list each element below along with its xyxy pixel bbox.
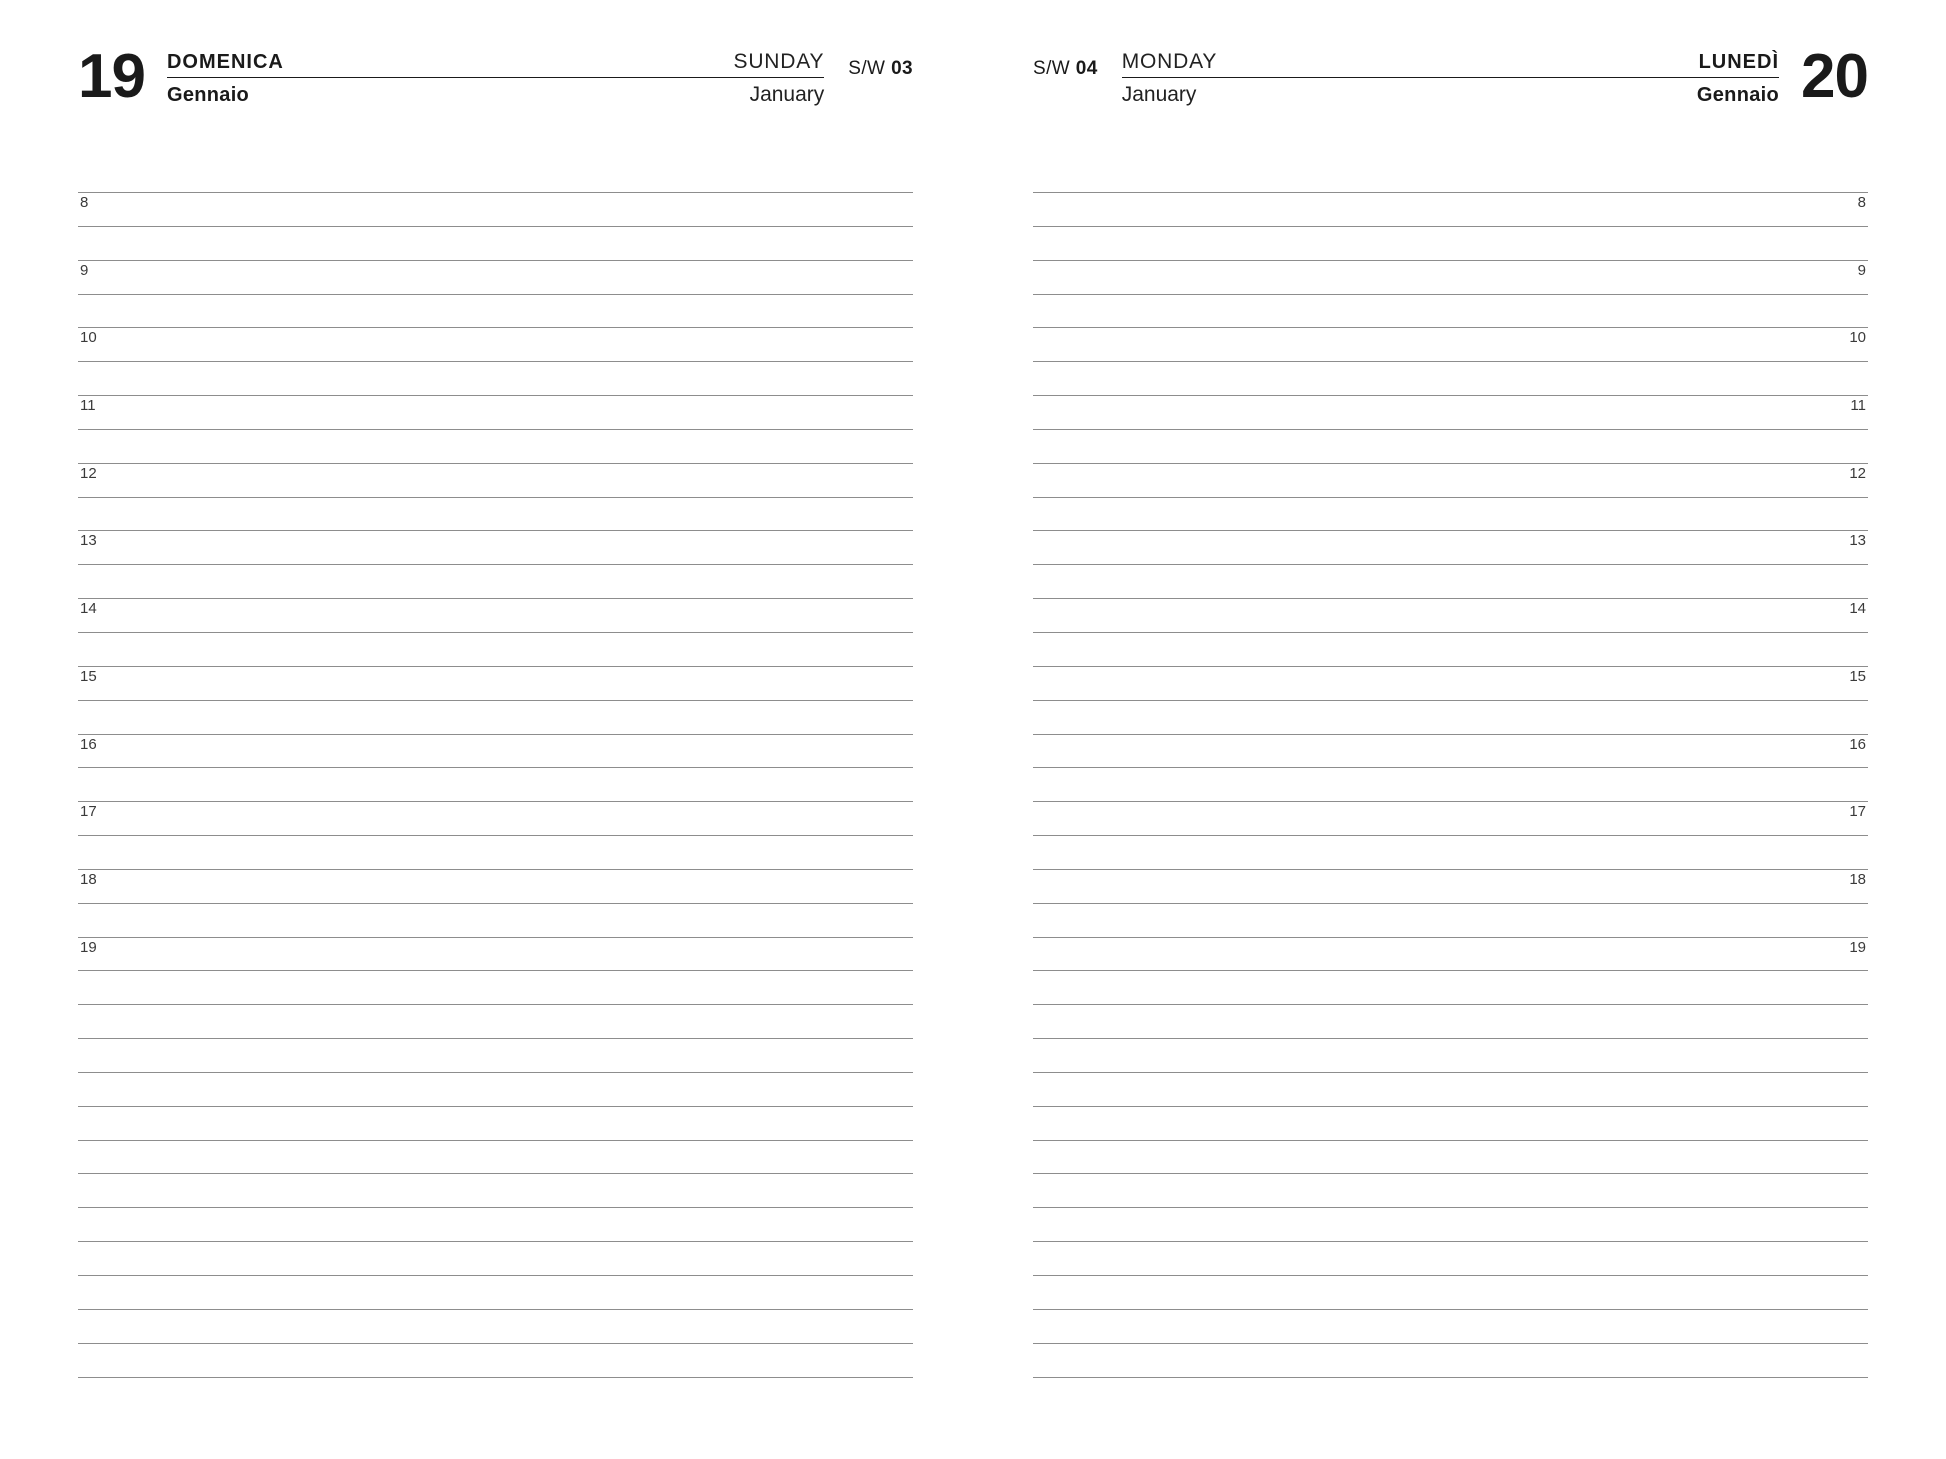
time-row[interactable] <box>1033 632 1868 666</box>
hour-label: 19 <box>80 938 97 956</box>
time-row[interactable] <box>78 192 913 226</box>
time-row[interactable] <box>78 530 913 564</box>
hour-label: 8 <box>80 194 89 211</box>
right-day-name-row <box>1122 50 1779 78</box>
time-row[interactable] <box>1033 700 1868 734</box>
time-row[interactable] <box>78 700 913 734</box>
time-row[interactable] <box>78 903 913 937</box>
blank-row[interactable] <box>78 1275 913 1309</box>
time-row[interactable] <box>1033 192 1868 226</box>
blank-row[interactable] <box>78 1309 913 1343</box>
blank-row[interactable] <box>1033 1038 1868 1072</box>
right-day-number: 20 <box>1801 42 1868 111</box>
hour-label: 15 <box>80 667 97 685</box>
hour-label: 16 <box>80 735 97 753</box>
right-day-name-it: LUNEDÌ <box>1698 51 1780 73</box>
time-row[interactable] <box>1033 260 1868 294</box>
time-row[interactable] <box>78 835 913 869</box>
hour-label: 10 <box>80 329 97 347</box>
time-row[interactable] <box>1033 767 1868 801</box>
hour-label: 11 <box>1850 397 1866 415</box>
blank-row[interactable] <box>78 1140 913 1174</box>
blank-row[interactable] <box>1033 1241 1868 1275</box>
right-week-number: 04 <box>1075 58 1098 79</box>
blank-row[interactable] <box>78 1207 913 1241</box>
right-month-en: January <box>1121 83 1197 106</box>
blank-row[interactable] <box>1033 1173 1868 1207</box>
blank-row[interactable] <box>1033 1275 1868 1309</box>
time-row[interactable] <box>1033 801 1868 835</box>
right-week-prefix: S/W <box>1033 58 1071 79</box>
right-page <box>973 0 1946 1459</box>
left-day-number: 19 <box>78 42 145 111</box>
time-row[interactable] <box>78 294 913 328</box>
time-row[interactable] <box>1033 937 1868 971</box>
blank-row[interactable] <box>78 1241 913 1275</box>
hour-label: 18 <box>80 870 97 888</box>
time-row[interactable] <box>1033 835 1868 869</box>
blank-row[interactable] <box>78 1004 913 1038</box>
time-row[interactable] <box>78 632 913 666</box>
time-row[interactable] <box>78 767 913 801</box>
hour-label: 17 <box>1849 803 1866 821</box>
time-row[interactable] <box>78 564 913 598</box>
time-row[interactable] <box>78 429 913 463</box>
right-page-header <box>1033 42 1868 138</box>
right-month-row <box>1122 78 1779 107</box>
blank-row[interactable] <box>1033 1072 1868 1106</box>
time-row[interactable] <box>78 801 913 835</box>
hour-label: 9 <box>1857 261 1866 279</box>
time-row[interactable] <box>78 598 913 632</box>
hour-label: 11 <box>80 397 96 415</box>
hour-label: 12 <box>1849 464 1866 482</box>
time-row[interactable] <box>78 395 913 429</box>
hour-label: 12 <box>80 464 97 482</box>
left-page-header <box>78 42 913 138</box>
left-day-name-en: SUNDAY <box>733 50 825 73</box>
time-row[interactable] <box>1033 294 1868 328</box>
left-week-prefix: S/W <box>848 58 886 79</box>
time-row[interactable] <box>78 361 913 395</box>
time-row[interactable] <box>78 497 913 531</box>
left-month-it: Gennaio <box>166 84 250 106</box>
left-day-names <box>167 46 824 107</box>
time-row[interactable] <box>78 463 913 497</box>
blank-row[interactable] <box>1033 1343 1868 1378</box>
right-month-it: Gennaio <box>1696 84 1780 106</box>
hour-label: 17 <box>80 803 97 821</box>
right-week-indicator <box>1033 46 1098 80</box>
time-row[interactable] <box>78 226 913 260</box>
time-row[interactable] <box>78 970 913 1004</box>
time-row[interactable] <box>1033 429 1868 463</box>
blank-row[interactable] <box>1033 1106 1868 1140</box>
left-month-en: January <box>749 83 825 106</box>
time-row[interactable] <box>1033 734 1868 768</box>
blank-row[interactable] <box>78 1343 913 1378</box>
blank-row[interactable] <box>78 1106 913 1140</box>
hour-label: 16 <box>1849 735 1866 753</box>
hour-label: 18 <box>1849 870 1866 888</box>
hour-label: 9 <box>80 261 89 279</box>
blank-row[interactable] <box>1033 1207 1868 1241</box>
left-time-grid <box>78 192 913 1378</box>
left-day-name-row <box>167 50 824 78</box>
blank-row[interactable] <box>78 1173 913 1207</box>
time-row[interactable] <box>1033 970 1868 1004</box>
left-week-indicator <box>848 46 913 80</box>
hour-label: 13 <box>80 532 97 550</box>
time-row[interactable] <box>1033 666 1868 700</box>
time-row[interactable] <box>1033 463 1868 497</box>
time-row[interactable] <box>1033 226 1868 260</box>
time-row[interactable] <box>78 666 913 700</box>
blank-row[interactable] <box>1033 1004 1868 1038</box>
time-row[interactable] <box>1033 598 1868 632</box>
hour-label: 13 <box>1849 532 1866 550</box>
blank-row[interactable] <box>1033 1309 1868 1343</box>
time-row[interactable] <box>1033 903 1868 937</box>
left-week-number: 03 <box>891 58 913 79</box>
time-row[interactable] <box>78 734 913 768</box>
time-row[interactable] <box>78 937 913 971</box>
time-row[interactable] <box>1033 327 1868 361</box>
time-row[interactable] <box>78 869 913 903</box>
hour-label: 14 <box>1849 600 1866 618</box>
time-row[interactable] <box>1033 564 1868 598</box>
hour-label: 8 <box>1857 194 1866 211</box>
left-day-name-it: DOMENICA <box>166 51 284 73</box>
blank-row[interactable] <box>78 1072 913 1106</box>
time-row[interactable] <box>1033 361 1868 395</box>
time-row[interactable] <box>1033 869 1868 903</box>
hour-label: 10 <box>1849 329 1866 347</box>
time-row[interactable] <box>1033 530 1868 564</box>
time-row[interactable] <box>78 260 913 294</box>
left-month-row <box>167 78 824 107</box>
right-day-name-en: MONDAY <box>1121 50 1218 73</box>
blank-row[interactable] <box>78 1038 913 1072</box>
blank-row[interactable] <box>1033 1140 1868 1174</box>
hour-label: 19 <box>1849 938 1866 956</box>
hour-label: 14 <box>80 600 97 618</box>
right-time-grid <box>1033 192 1868 1378</box>
time-row[interactable] <box>78 327 913 361</box>
time-row[interactable] <box>1033 497 1868 531</box>
time-row[interactable] <box>1033 395 1868 429</box>
hour-label: 15 <box>1849 667 1866 685</box>
right-day-names <box>1122 46 1779 107</box>
